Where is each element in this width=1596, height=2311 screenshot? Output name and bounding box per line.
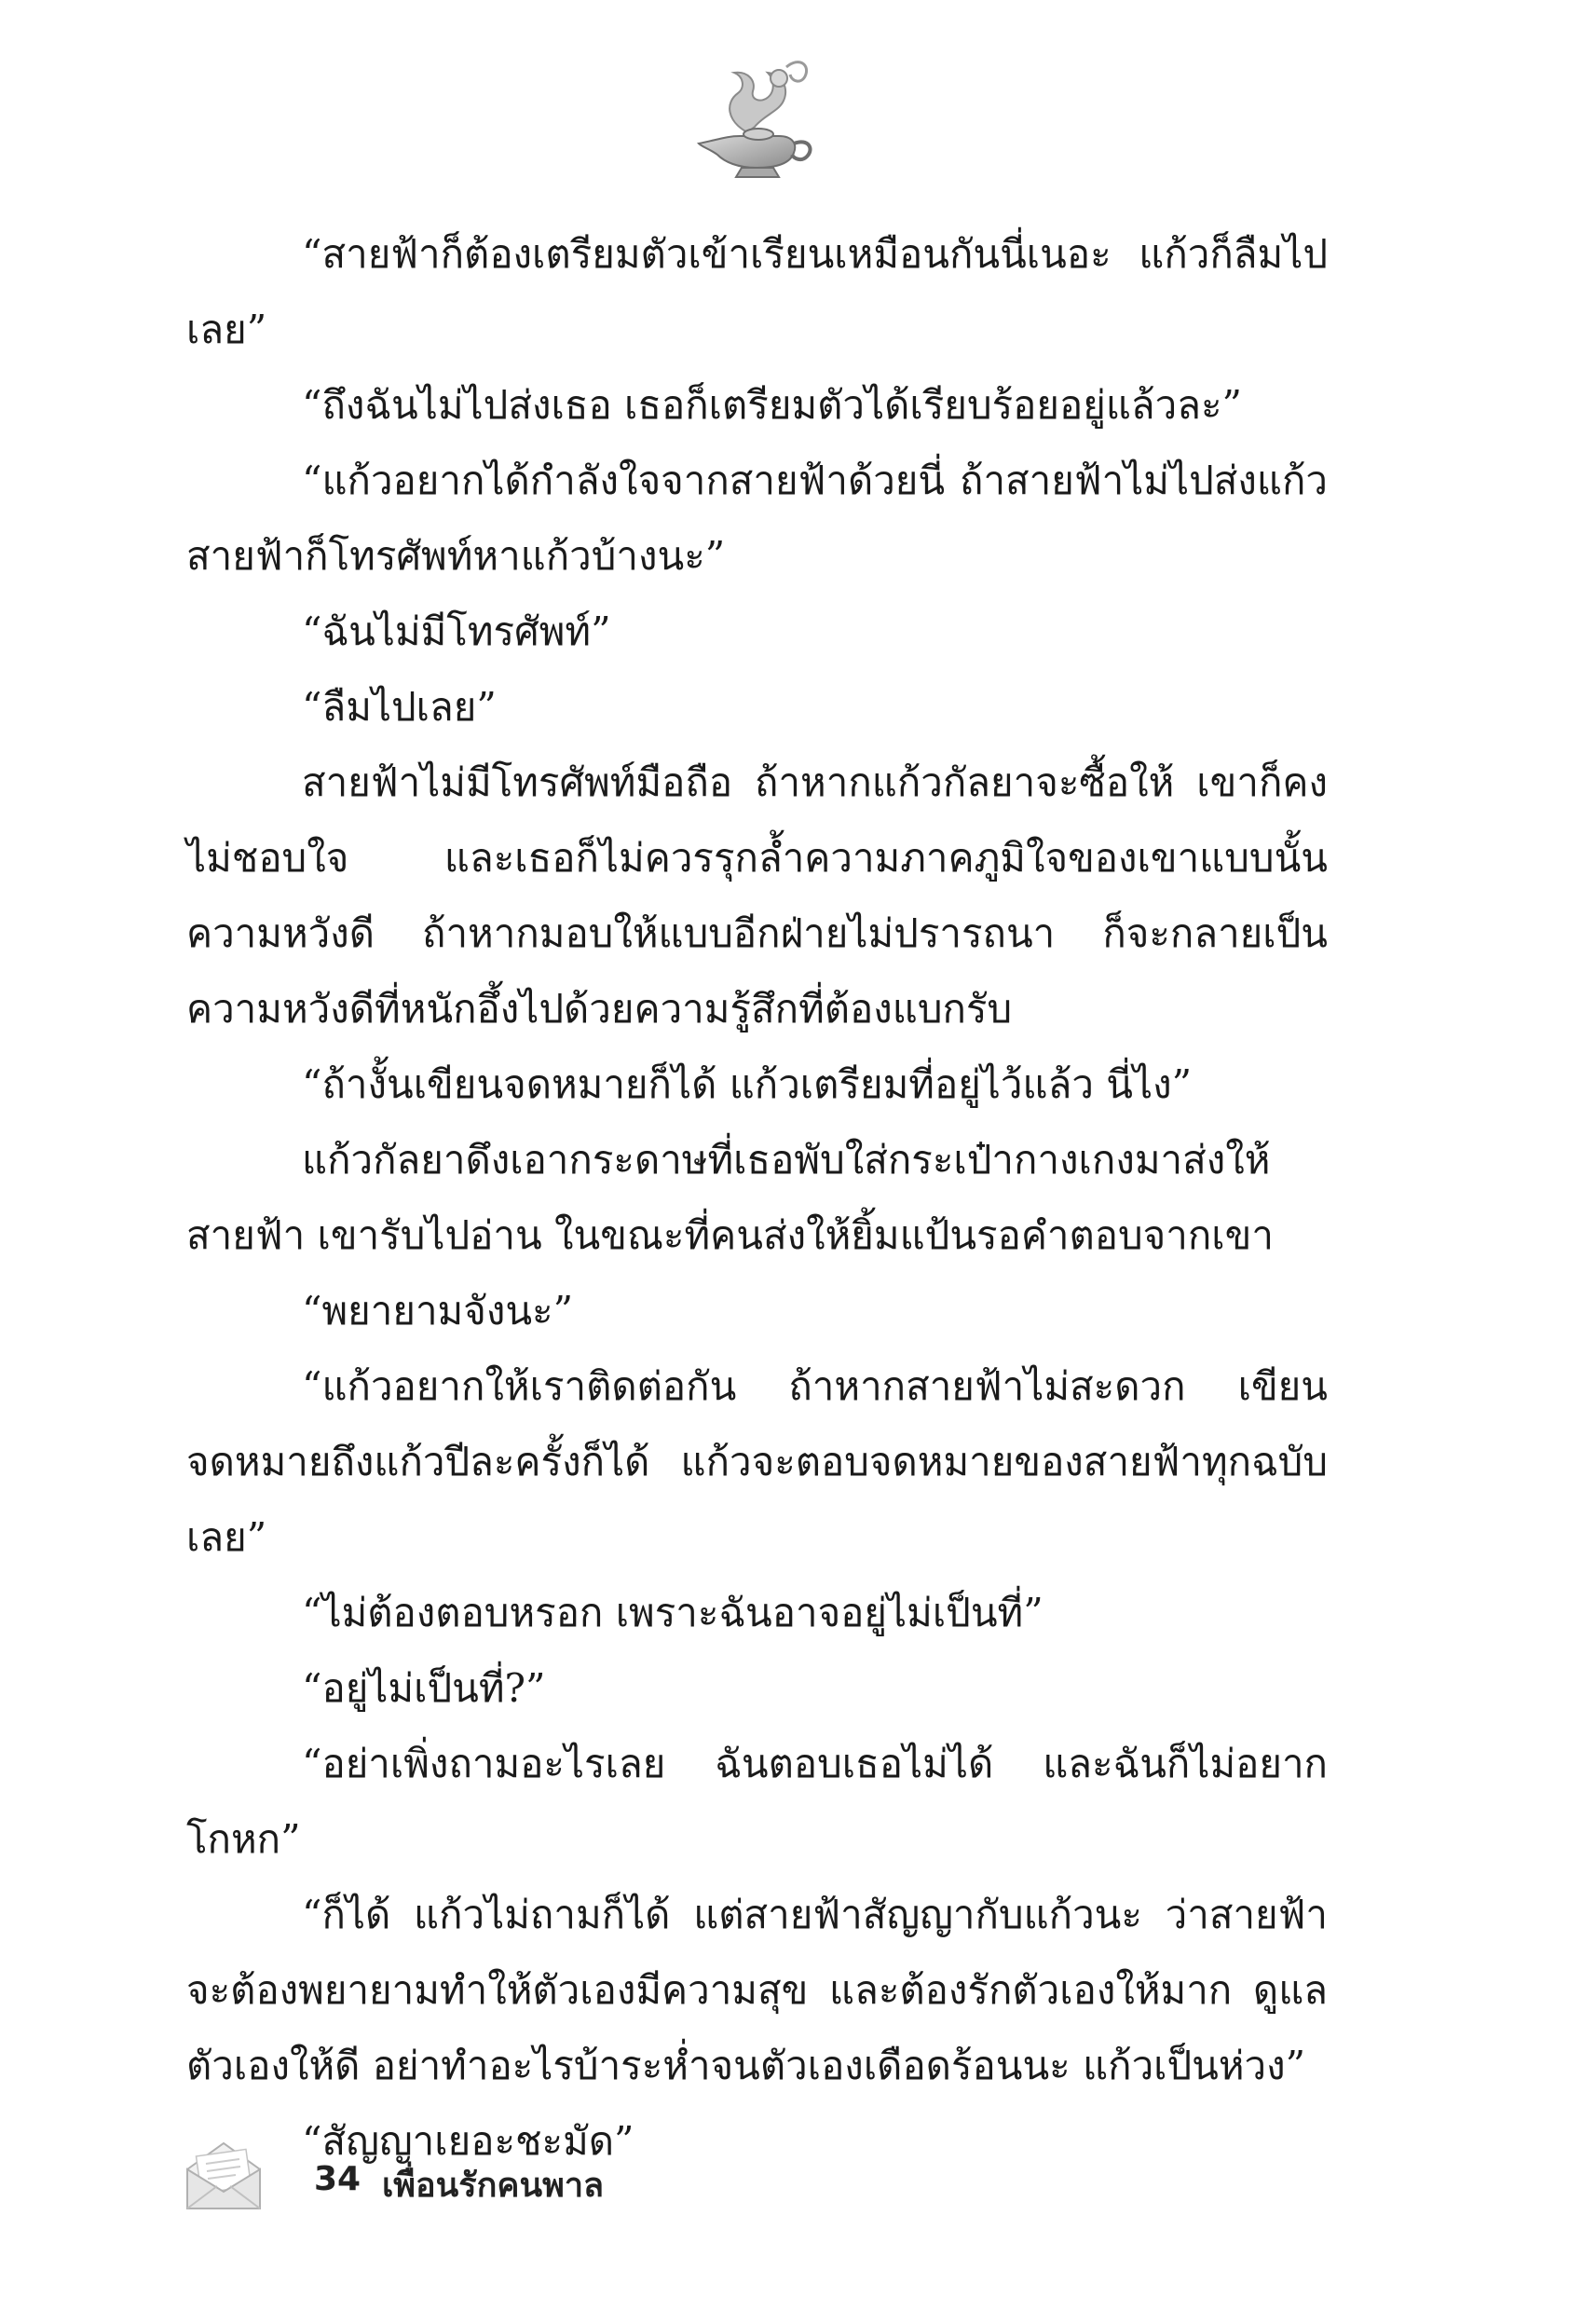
paragraph: “ถึงฉันไม่ไปส่งเธอ เธอก็เตรียมตัวได้เรียบร้อยอยู่แล้วละ” xyxy=(302,382,1242,428)
paragraph: “ถ้างั้นเขียนจดหมายก็ได้ แก้วเตรียมที่อยู่ไว้แล้ว นี่ไง” xyxy=(302,1061,1193,1107)
paragraph: แก้วกัลยาดึงเอากระดาษที่เธอพับใส่กระเป๋ากางเกงมาส่งให้สายฟ้า เขารับไปอ่าน ในขณะที่คนส่งให้ยิ้มแป้นรอคำตอบจากเขา xyxy=(186,1137,1274,1258)
paragraph: “ฉันไม่มีโทรศัพท์” xyxy=(302,609,611,654)
paragraph: “ลืมไปเลย” xyxy=(302,684,497,730)
paragraph: “ไม่ต้องตอบหรอก เพราะฉันอาจอยู่ไม่เป็นที่” xyxy=(302,1590,1044,1635)
book-title: เพื่อนรักคนพาล xyxy=(382,2167,605,2205)
paragraph: “สัญญาเยอะชะมัด” xyxy=(302,2118,634,2164)
paragraph: “แก้วอยากได้กำลังใจจากสายฟ้าด้วยนี่ ถ้าสายฟ้าไม่ไปส่งแก้วสายฟ้าก็โทรศัพท์หาแก้วบ้างนะ” xyxy=(186,458,1328,579)
paragraph: “อย่าเพิ่งถามอะไรเลย ฉันตอบเธอไม่ได้ และฉันก็ไม่อยากโกหก” xyxy=(186,1741,1328,1862)
envelope-icon xyxy=(182,2134,266,2214)
body-text xyxy=(186,216,1328,2179)
page-number: 34 xyxy=(314,2160,361,2198)
paragraph: “สายฟ้าก็ต้องเตรียมตัวเข้าเรียนเหมือนกันนี่เนอะ แก้วก็ลืมไปเลย” xyxy=(186,231,1328,352)
paragraph: “ก็ได้ แก้วไม่ถามก็ได้ แต่สายฟ้าสัญญากับแก้วนะ ว่าสายฟ้าจะต้องพยายามทำให้ตัวเองมีความสุข และต้องรักตัวเองให้มาก ดูแลตัวเองให้ดี อย่าทำอะไรบ้าระห่ำจนตัวเองเดือดร้อนนะ แก้วเป็นห่วง” xyxy=(186,1892,1328,2088)
paragraph: สายฟ้าไม่มีโทรศัพท์มือถือ ถ้าหากแก้วกัลยาจะซื้อให้ เขาก็คงไม่ชอบใจ และเธอก็ไม่ควรรุกล้ำความภาคภูมิใจของเขาแบบนั้น ความหวังดี ถ้าหากมอบให้แบบอีกฝ่ายไม่ปรารถนา ก็จะกลายเป็นความหวังดีที่หนักอึ้งไปด้วยความรู้สึกที่ต้องแบกรับ xyxy=(186,759,1328,1032)
genie-lamp-icon xyxy=(689,47,820,186)
page-footer xyxy=(182,2134,834,2246)
paragraph: “อยู่ไม่เป็นที่?” xyxy=(302,1665,546,1711)
paragraph: “แก้วอยากให้เราติดต่อกัน ถ้าหากสายฟ้าไม่สะดวก เขียนจดหมายถึงแก้วปีละครั้งก็ได้ แก้วจะตอบจดหมายของสายฟ้าทุกฉบับเลย” xyxy=(186,1363,1328,1560)
paragraph: “พยายามจังนะ” xyxy=(302,1288,574,1333)
